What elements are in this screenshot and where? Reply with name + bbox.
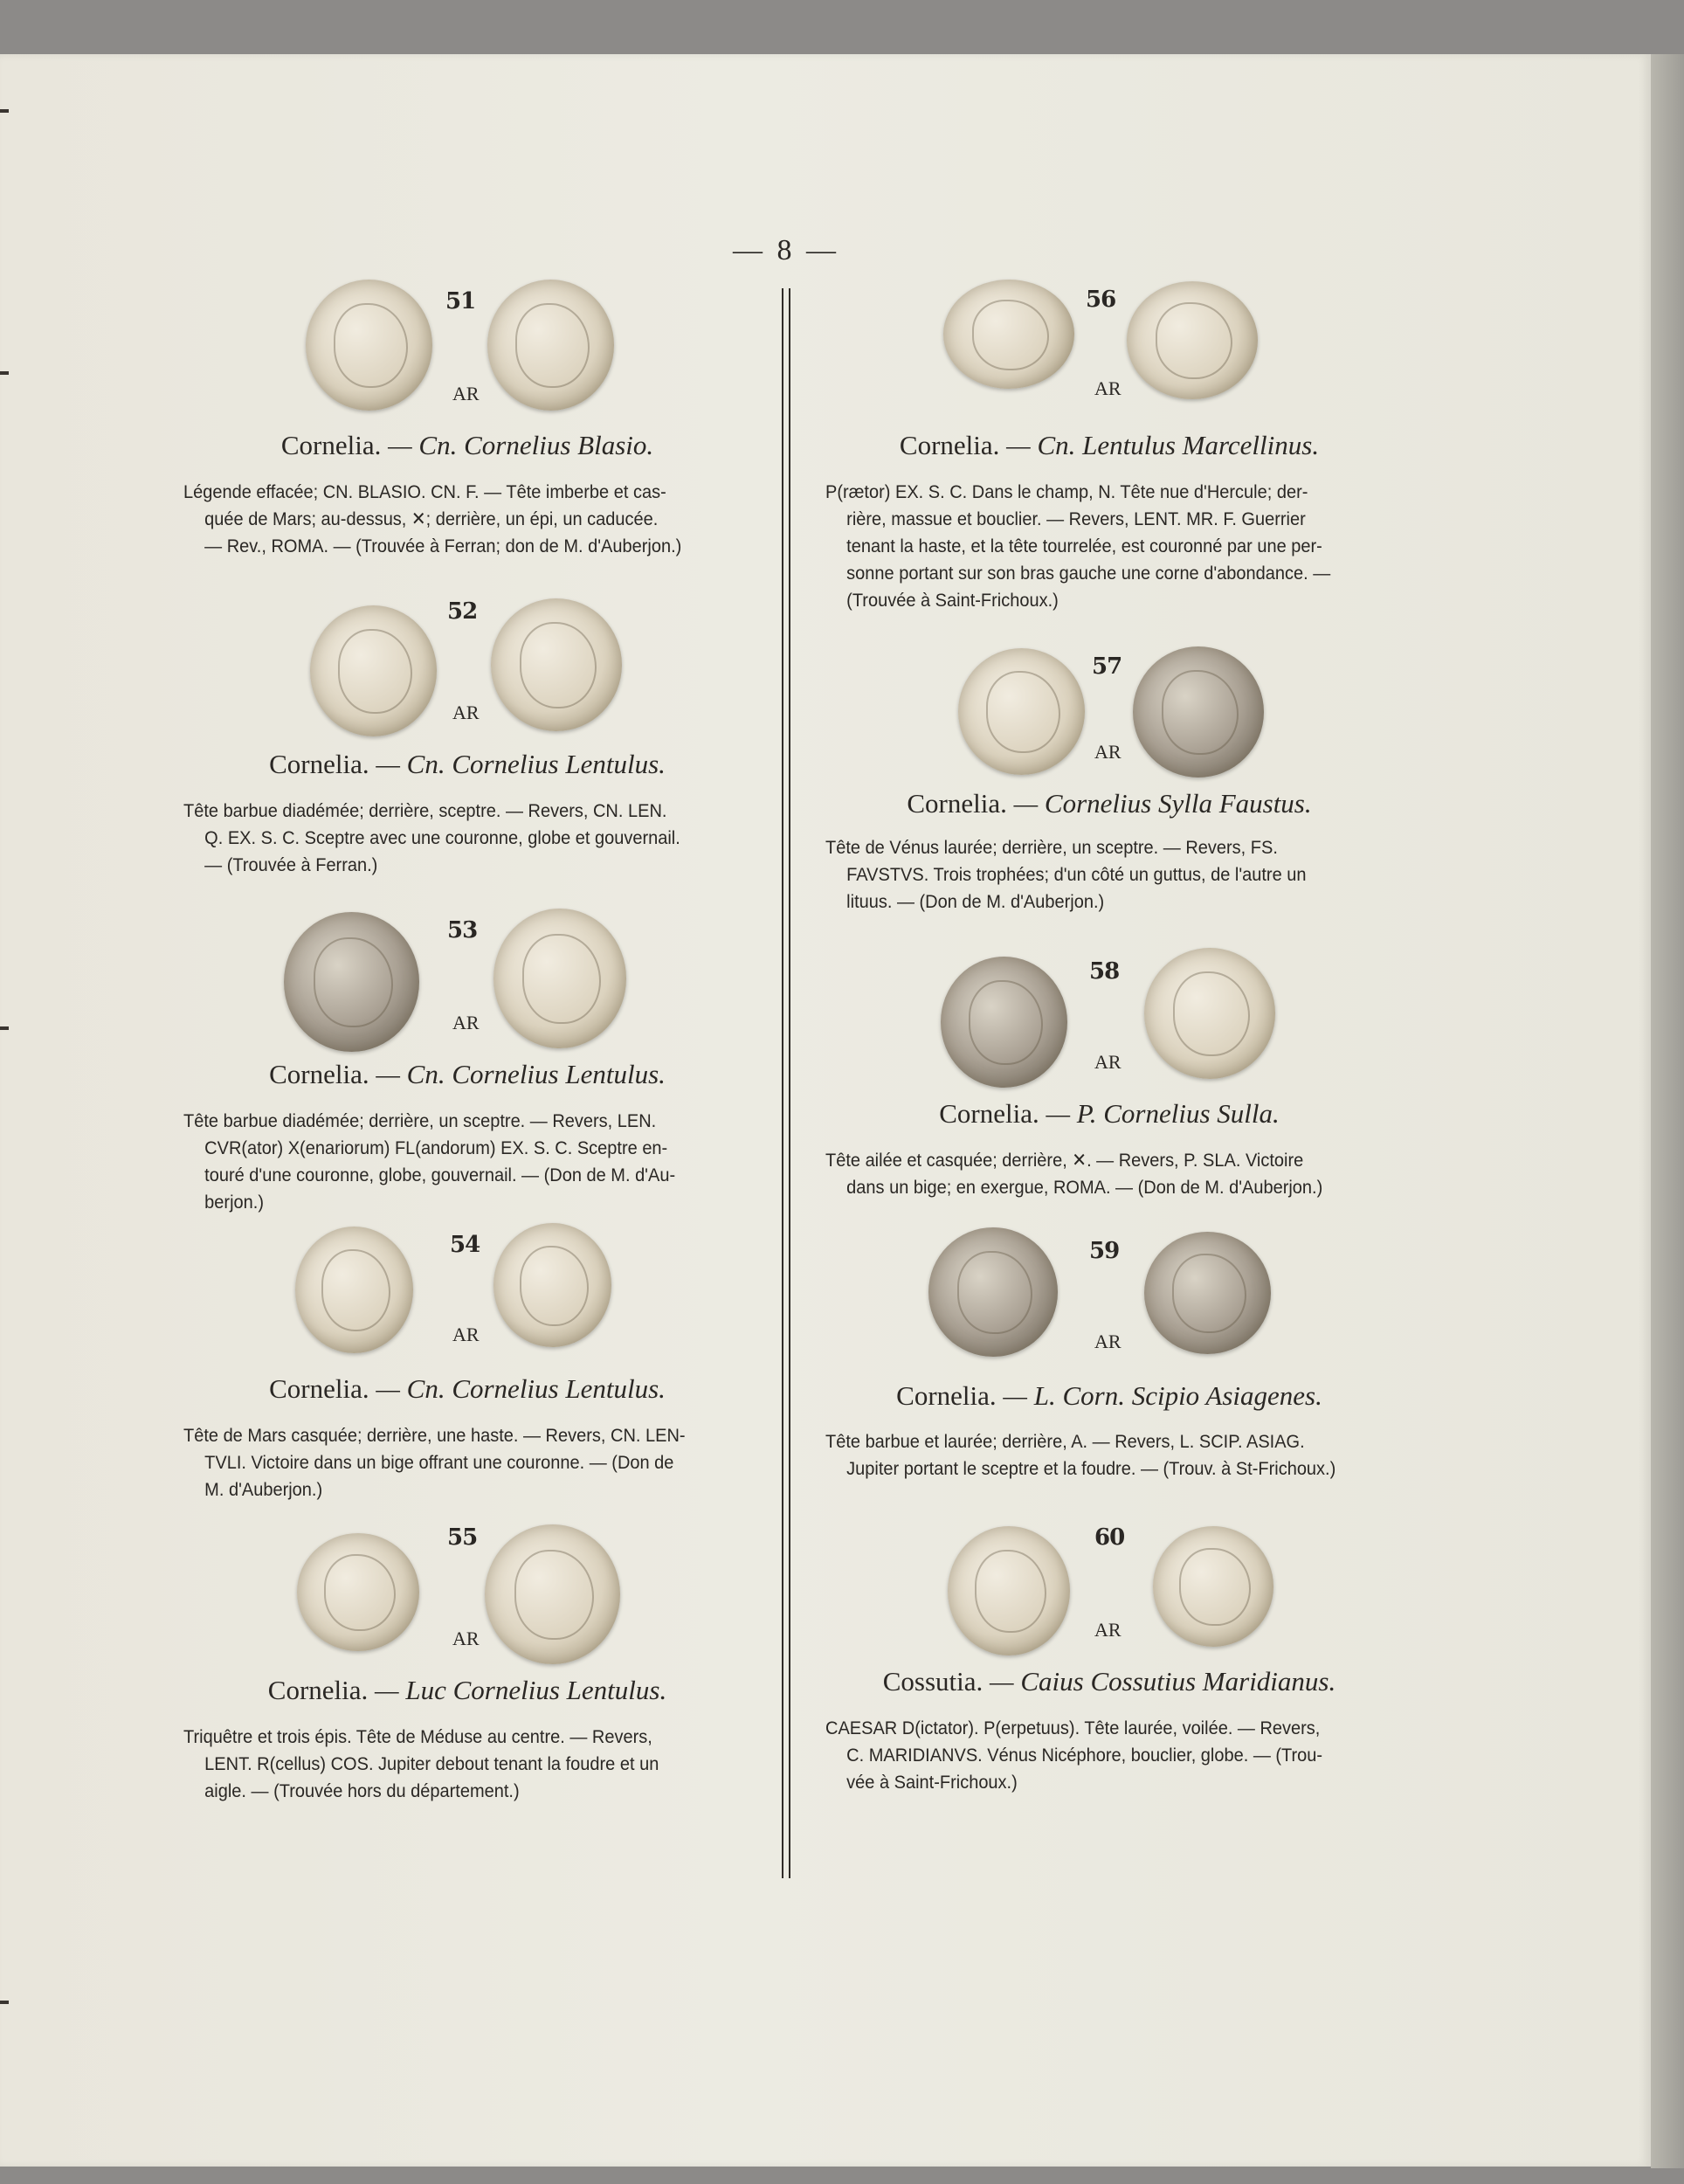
coin-reverse-image [1127, 281, 1258, 399]
metal-label: AR [1094, 741, 1122, 763]
coin-number: 59 [1089, 1238, 1120, 1264]
coin-images [817, 1516, 1402, 1655]
coin-images [175, 1524, 760, 1664]
page-edge [1651, 54, 1684, 2168]
entry-description: Tête barbue diadémée; derrière, sceptre. — Revers, CN. LEN. Q. EX. S. C. Sceptre avec une couronne, globe et gouvernail. — (Trouvée à Ferran.) [183, 800, 680, 875]
entry-title: Cornelia. — Cn. Cornelius Lentulus. [269, 1059, 666, 1089]
entry-title: Cossutia. — Caius Cossutius Maridianus. [882, 1666, 1336, 1697]
coin-images [817, 1227, 1402, 1367]
coin-images [175, 909, 760, 1048]
metal-label: AR [1094, 1051, 1122, 1073]
binding-mark [0, 109, 9, 113]
entry-description: Tête de Vénus laurée; derrière, un sceptre. — Revers, FS. FAVSTVS. Trois trophées; d'un côté un guttus, de l'autre un lituus. — (Don de M. d'Auberjon.) [825, 837, 1307, 912]
coin-images [175, 1223, 760, 1363]
coin-images [817, 948, 1402, 1088]
coin-obverse-image [941, 957, 1067, 1088]
coin-obverse-image [306, 280, 432, 411]
entry-title: Cornelia. — L. Corn. Scipio Asiagenes. [896, 1380, 1322, 1411]
coin-obverse-image [928, 1227, 1058, 1357]
coin-reverse-image [493, 909, 626, 1048]
coin-obverse-image [958, 648, 1085, 775]
coin-reverse-image [1144, 948, 1275, 1079]
coin-reverse-image [1153, 1526, 1273, 1647]
entry-title: Cornelia. — Cn. Cornelius Blasio. [280, 430, 654, 460]
coin-images [175, 280, 760, 419]
entry-title: Cornelia. — Cn. Cornelius Lentulus. [269, 1373, 666, 1404]
entry-description: CAESAR D(ictator). P(erpetuus). Tête laurée, voilée. — Revers, C. MARIDIANVS. Vénus Nicéphore, bouclier, globe. — (Trou- vée à Saint-Frichoux.) [825, 1717, 1323, 1793]
coin-reverse-image [493, 1223, 611, 1347]
binding-mark [0, 371, 9, 375]
coin-reverse-image [491, 598, 622, 731]
coin-number: 51 [445, 288, 476, 314]
column-divider [782, 288, 790, 1878]
entry-title: Cornelia. — Cn. Lentulus Marcellinus. [899, 430, 1320, 460]
coin-obverse-image [943, 280, 1074, 389]
metal-label: AR [452, 383, 480, 404]
entry-title: Cornelia. — Cornelius Sylla Faustus. [907, 788, 1312, 819]
coin-obverse-image [948, 1526, 1070, 1655]
metal-label: AR [1094, 1330, 1122, 1352]
coin-number: 60 [1094, 1524, 1125, 1551]
metal-label: AR [452, 1324, 480, 1345]
binding-mark [0, 1026, 9, 1030]
coin-reverse-image [485, 1524, 620, 1664]
entry-title: Cornelia. — Cn. Cornelius Lentulus. [269, 749, 666, 779]
coin-number: 58 [1089, 958, 1120, 985]
coin-images [817, 280, 1402, 419]
entry-description: Tête barbue et laurée; derrière, A. — Revers, L. SCIP. ASIAG. Jupiter portant le sceptre et la foudre. — (Trouv. à St-Frichoux.) [825, 1431, 1336, 1479]
page-number: — 8 — [733, 234, 839, 266]
coin-reverse-image [487, 280, 614, 411]
binding-mark [0, 2001, 9, 2004]
entry-title: Cornelia. — P. Cornelius Sulla. [939, 1098, 1280, 1129]
coin-obverse-image [310, 605, 437, 736]
metal-label: AR [452, 1012, 480, 1033]
metal-label: AR [1094, 1619, 1122, 1641]
entry-description: Tête de Mars casquée; derrière, une haste. — Revers, CN. LEN- TVLI. Victoire dans un bige offrant une couronne. — (Don de M. d'Auberjon.) [183, 1425, 686, 1500]
metal-label: AR [452, 1628, 480, 1649]
entry-description: Triquêtre et trois épis. Tête de Méduse au centre. — Revers, LENT. R(cellus) COS. Jupiter debout tenant la foudre et un aigle. — (Trouvée hors du département.) [183, 1726, 659, 1801]
coin-obverse-image [284, 912, 419, 1052]
entry-description: Légende effacée; CN. BLASIO. CN. F. — Tête imberbe et cas- quée de Mars; au-dessus, ✕; derrière, un épi, un caducée. — Rev., ROMA. — (Trouvée à Ferran; don de M. d'Auberjon.) [183, 481, 682, 556]
metal-label: AR [1094, 377, 1122, 399]
coin-images [175, 598, 760, 738]
coin-number: 57 [1092, 653, 1122, 680]
entry-description: Tête barbue diadémée; derrière, un sceptre. — Revers, LEN. CVR(ator) X(enariorum) FL(andorum) EX. S. C. Sceptre en- touré d'une couronne, globe, gouvernail. — (Don de M. d'Au- berjon.) [183, 1110, 676, 1213]
coin-reverse-image [1133, 646, 1264, 778]
coin-number: 52 [447, 598, 478, 625]
coin-number: 55 [447, 1524, 478, 1551]
metal-label: AR [452, 702, 480, 723]
coin-images [817, 646, 1402, 786]
coin-number: 54 [450, 1232, 480, 1258]
entry-title: Cornelia. — Luc Cornelius Lentulus. [267, 1675, 667, 1705]
coin-number: 53 [447, 917, 478, 943]
coin-reverse-image [1144, 1232, 1271, 1354]
entry-description: P(rætor) EX. S. C. Dans le champ, N. Tête nue d'Hercule; der- rière, massue et bouclier. — Revers, LENT. MR. F. Guerrier tenant la haste, et la tête tourrelée, est couronné par une per- sonne portant sur son bras gauche une corne d'abondance. — (Trouvée à Saint-Frichoux.) [825, 481, 1331, 611]
coin-obverse-image [295, 1227, 413, 1353]
coin-number: 56 [1086, 287, 1116, 313]
coin-obverse-image [297, 1533, 419, 1651]
entry-description: Tête ailée et casquée; derrière, ✕. — Revers, P. SLA. Victoire dans un bige; en exergue, ROMA. — (Don de M. d'Auberjon.) [825, 1150, 1323, 1198]
